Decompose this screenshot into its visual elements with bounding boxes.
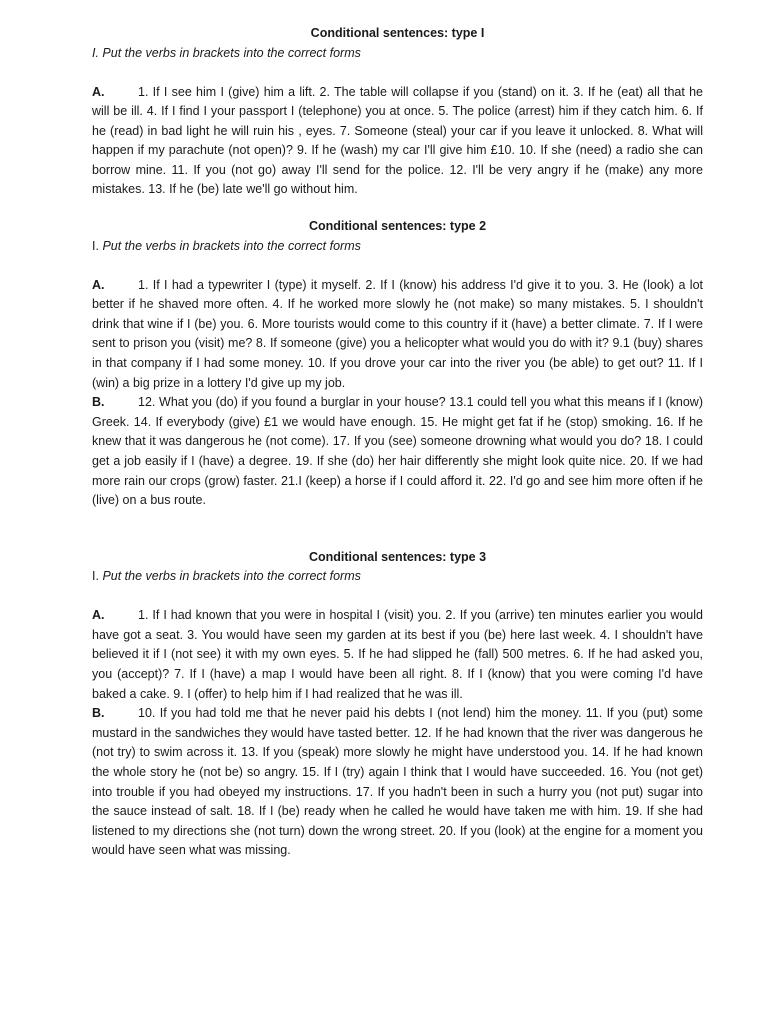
paragraph-label: A. (92, 84, 105, 99)
instruction-prefix: I. (92, 569, 99, 584)
instruction-text: Put the verbs in brackets into the correct forms (102, 569, 361, 584)
section-type-3 (92, 548, 703, 861)
paragraph-label: B. (92, 395, 105, 410)
paragraph-label: A. (92, 277, 105, 292)
exercise-paragraph (92, 704, 703, 861)
paragraph-text: 10. If you had told me that he never paid his debts I (not lend) him the money. 11. If you (put) some mustard in the sandwiches they would have tasted better. 12. If he had known that the river was dangerous he (not try) to swim across it. 13. If you (speak) more slowly he might have understood you. 14. If he had known the whole story he (not be) so angry. 15. If I (try) again I think that I would have succeeded. 16. You (not get) into trouble if you had obeyed my instructions. 17. If you hadn't been in such a hurry you (not put) sugar into the sauce instead of salt. 18. If I (be) ready when he called he would have taken me with him. 19. If she had listened to my directions she (not turn) down the wrong street. 20. If you (look) at the engine for a moment you would have seen what was missing. (92, 706, 703, 858)
section-type-2 (92, 217, 703, 511)
paragraph-text: 1. If I see him I (give) him a lift. 2. The table will collapse if you (stand) on it. 3. If he (eat) all that he will be ill. 4. If I find I your passport I (telephone) you at once. 5. The police (arrest) him if they catch him. 6. If he (read) in bad light he will ruin his , eyes. 7. Someone (steal) your car if you leave it unlocked. 8. What will happen if my parachute (not open)? 9. If he (wash) my car I'll give him £10. 10. If she (need) a radio she can borrow mine. 11. If you (not go) away I'll send for the police. 12. I'll be very angry if he (make) any more mistakes. 13. If he (be) late we'll go without him. (92, 84, 703, 197)
exercise-paragraph (92, 83, 703, 201)
instruction-text: Put the verbs in brackets into the correct forms (102, 238, 361, 253)
document-page (92, 24, 703, 861)
exercise-paragraph (92, 276, 703, 394)
paragraph-label: A. (92, 608, 105, 623)
section-instruction (92, 567, 703, 587)
paragraph-text: 1. If I had a typewriter I (type) it myself. 2. If I (know) his address I'd give it to you. 3. He (look) a lot better if he shaved more often. 4. If he worked more slowly he (not make) so many mistakes. 5. I shouldn't drink that wine if I (be) you. 6. More tourists would come to this country if it (have) a better climate. 7. If I were sent to prison you (visit) me? 8. If someone (give) you a helicopter what would you do with it? 9.1 (buy) shares in that company if I had some money. 10. If you drove your car into the river you (be able) to get out? 11. If I (win) a big prize in a lottery I'd give up my job. (92, 277, 703, 390)
section-title: Conditional sentences: type I (310, 26, 485, 40)
paragraph-text: 12. What you (do) if you found a burglar in your house? 13.1 could tell you what this means if I (know) Greek. 14. If everybody (give) £1 we would have enough. 15. He might get fat if he (stop) smoking. 16. If he knew that it was dangerous he (not come). 17. If you (see) someone drowning what would you do? 18. I could get a job easily if I (have) a degree. 19. If she (do) her hair differently she might look quite nice. 20. If we had more rain our crops (grow) faster. 21.I (keep) a horse if I could afford it. 22. I'd go and see him more often if he (live) on a bus route. (92, 395, 703, 508)
section-title: Conditional sentences: type 2 (308, 219, 487, 234)
exercise-paragraph (92, 606, 703, 704)
section-instruction (92, 44, 703, 64)
section-title: Conditional sentences: type 3 (308, 549, 487, 564)
instruction-text: I. Put the verbs in brackets into the correct forms (92, 45, 361, 60)
section-type-1 (92, 24, 703, 200)
exercise-paragraph (92, 393, 703, 511)
instruction-prefix: I. (92, 238, 99, 253)
section-instruction (92, 237, 703, 257)
paragraph-text: 1. If I had known that you were in hospital I (visit) you. 2. If you (arrive) ten minutes earlier you would have got a seat. 3. You would have seen my garden at its best if you (be) here last week. 4. I shouldn't have believed it if I (not see) it with my own eyes. 5. If he had slipped he (fall) 500 metres. 6. If he had asked you, you (accept)? 7. If I (have) a map I would have been all right. 8. If I (know) that you were coming I'd have baked a cake. 9. I (offer) to help him if I had realized that he was ill. (92, 608, 703, 701)
paragraph-label: B. (92, 706, 105, 721)
